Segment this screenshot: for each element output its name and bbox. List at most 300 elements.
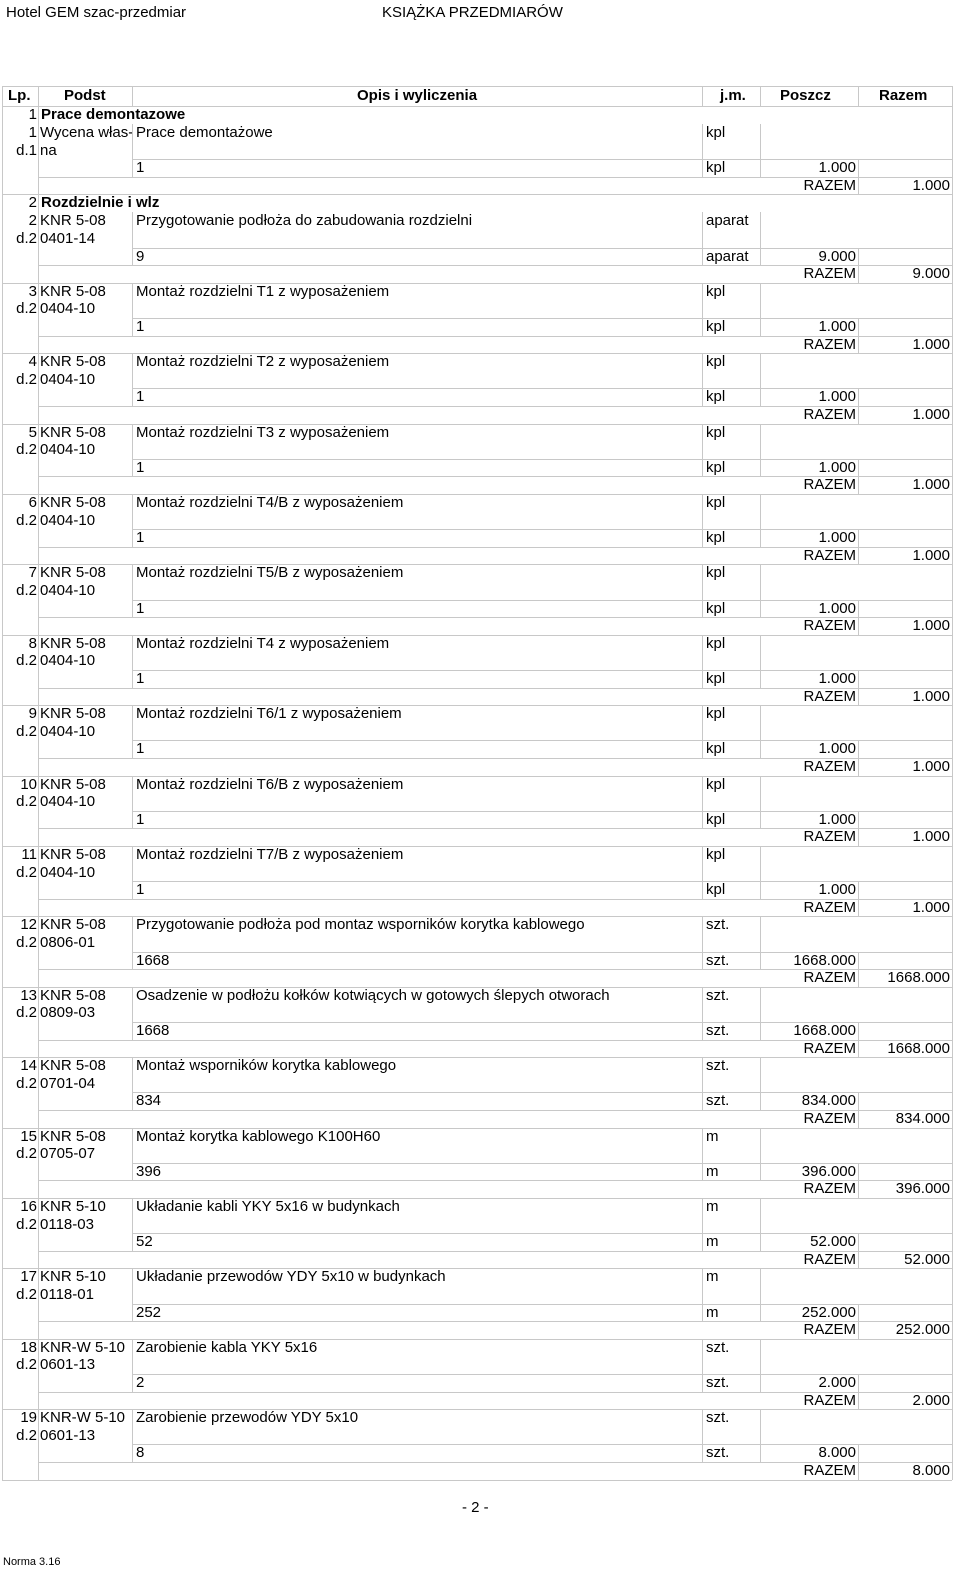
item-partial-value: 9.000 xyxy=(818,247,856,265)
item-unit: szt. xyxy=(706,1057,730,1075)
column-divider xyxy=(952,987,953,1057)
column-divider xyxy=(38,86,39,106)
item-unit: kpl xyxy=(706,705,726,723)
row-divider xyxy=(132,388,952,389)
column-divider xyxy=(760,564,761,617)
row-divider xyxy=(38,758,952,759)
section-title: Rozdzielnie i wlz xyxy=(41,194,160,212)
item-number: 12 xyxy=(20,916,37,934)
item-unit: kpl xyxy=(706,564,726,582)
item-description: Montaż rozdzielni T4/B z wyposażeniem xyxy=(136,494,404,511)
item-chapter: d.2 xyxy=(16,582,37,599)
column-divider xyxy=(760,124,761,177)
column-divider xyxy=(132,1057,133,1110)
item-unit: kpl xyxy=(706,634,726,652)
item-unit-calc: aparat xyxy=(706,247,749,265)
item-basis-code: 0701-04 xyxy=(40,1074,96,1092)
item-unit: kpl xyxy=(706,775,726,793)
column-divider xyxy=(132,987,133,1040)
column-divider xyxy=(38,846,39,916)
row-divider xyxy=(38,177,952,178)
item-partial-value: 1.000 xyxy=(818,159,856,177)
item-unit-calc: m xyxy=(706,1303,719,1321)
column-divider xyxy=(2,987,3,1057)
item-number: 11 xyxy=(21,846,37,863)
item-partial-value: 52.000 xyxy=(810,1233,856,1251)
item-total-label: RAZEM xyxy=(803,828,856,846)
column-divider xyxy=(132,1409,133,1462)
item-unit: szt. xyxy=(706,916,730,934)
item-unit-calc: kpl xyxy=(706,159,726,177)
row-divider xyxy=(132,248,952,249)
item-total-value: 252.000 xyxy=(895,1321,950,1339)
item-basis-code: 0404-10 xyxy=(40,793,96,811)
item-total-value: 52.000 xyxy=(904,1250,950,1268)
row-divider xyxy=(132,459,952,460)
item-chapter: d.2 xyxy=(16,793,37,811)
item-basis-code: 0601-13 xyxy=(40,1356,96,1374)
section-title: Prace demontazowe xyxy=(41,106,186,123)
column-divider xyxy=(38,124,39,194)
item-description: Układanie przewodów YDY 5x10 w budynkach xyxy=(136,1268,446,1286)
row-divider xyxy=(132,1163,952,1164)
item-total-value: 834.000 xyxy=(895,1110,950,1127)
item-basis: KNR-W 5-10 xyxy=(40,1338,126,1356)
column-divider xyxy=(760,283,761,336)
column-divider xyxy=(702,1268,703,1321)
column-divider xyxy=(132,1128,133,1181)
item-basis: KNR 5-10 xyxy=(40,1268,106,1286)
item-unit-calc: m xyxy=(706,1162,719,1180)
column-divider xyxy=(38,494,39,564)
column-divider xyxy=(132,494,133,547)
item-description: Montaż rozdzielni T4 z wyposażeniem xyxy=(136,634,390,652)
row-divider xyxy=(38,1251,952,1252)
item-description: Przygotowanie podłoża do zabudowania rozdzielni xyxy=(136,212,473,230)
column-divider xyxy=(760,1409,761,1462)
item-chapter: d.2 xyxy=(16,1356,37,1374)
column-divider xyxy=(702,353,703,406)
item-calculation: 396 xyxy=(136,1162,162,1180)
column-divider xyxy=(952,124,953,194)
column-divider xyxy=(952,194,953,212)
row-divider xyxy=(132,811,952,812)
item-chapter: d.2 xyxy=(16,300,37,318)
column-divider xyxy=(2,1409,3,1479)
item-calculation: 1668 xyxy=(136,1022,170,1039)
column-divider xyxy=(38,212,39,282)
column-divider xyxy=(38,283,39,353)
item-number: 6 xyxy=(28,494,37,511)
item-unit: kpl xyxy=(706,124,726,141)
item-chapter: d.1 xyxy=(16,141,37,159)
column-divider xyxy=(702,494,703,547)
column-divider xyxy=(132,424,133,477)
item-unit: m xyxy=(706,1127,719,1145)
item-unit: aparat xyxy=(706,212,749,230)
row-divider xyxy=(38,1040,952,1041)
column-divider xyxy=(952,1409,953,1479)
item-partial-value: 1668.000 xyxy=(793,951,856,969)
item-total-label: RAZEM xyxy=(803,335,856,353)
item-chapter: d.2 xyxy=(16,230,37,247)
row-divider xyxy=(132,529,952,530)
column-divider xyxy=(132,86,133,106)
column-divider xyxy=(2,494,3,564)
item-number: 14 xyxy=(20,1057,37,1075)
item-basis: KNR 5-08 xyxy=(40,282,106,300)
item-unit: m xyxy=(706,1268,719,1286)
item-number: 1 xyxy=(28,124,37,141)
column-divider xyxy=(760,212,761,265)
column-divider xyxy=(952,1057,953,1127)
column-divider xyxy=(952,776,953,846)
item-chapter: d.2 xyxy=(16,511,37,529)
item-basis-code: 0118-03 xyxy=(40,1215,94,1233)
item-calculation: 9 xyxy=(136,247,145,265)
item-description: Montaż rozdzielni T1 z wyposażeniem xyxy=(136,282,390,300)
item-description: Układanie kabli YKY 5x16 w budynkach xyxy=(136,1198,400,1215)
item-total-label: RAZEM xyxy=(803,687,856,705)
row-divider xyxy=(132,159,952,160)
item-total-label: RAZEM xyxy=(803,758,856,775)
column-divider xyxy=(2,564,3,634)
row-divider xyxy=(132,1092,952,1093)
item-unit-calc: kpl xyxy=(706,318,726,335)
row-divider xyxy=(38,1110,952,1111)
column-divider xyxy=(952,564,953,634)
column-divider xyxy=(38,1057,39,1127)
book-title: KSIĄŻKA PRZEDMIARÓW xyxy=(382,4,563,21)
item-basis-code: 0118-01 xyxy=(40,1286,94,1303)
column-divider xyxy=(952,494,953,564)
column-divider xyxy=(702,424,703,477)
column-divider xyxy=(2,353,3,423)
item-basis-code: 0806-01 xyxy=(40,934,96,951)
item-description: Zarobienie kabla YKY 5x16 xyxy=(136,1338,318,1356)
item-total-value: 1.000 xyxy=(912,335,950,353)
item-total-label: RAZEM xyxy=(803,1321,856,1339)
item-total-value: 1668.000 xyxy=(887,1039,950,1057)
item-total-value: 1.000 xyxy=(912,406,950,423)
item-description: Montaż rozdzielni T6/1 z wyposażeniem xyxy=(136,705,402,723)
column-divider xyxy=(2,86,3,106)
column-divider xyxy=(760,1128,761,1181)
column-divider xyxy=(702,124,703,177)
item-chapter: d.2 xyxy=(16,652,37,670)
column-divider xyxy=(132,846,133,899)
item-unit-calc: m xyxy=(706,1233,719,1251)
item-basis: KNR 5-08 xyxy=(40,423,106,441)
item-number: 19 xyxy=(20,1409,37,1427)
column-divider xyxy=(2,283,3,353)
item-calculation: 1 xyxy=(136,881,145,899)
item-number: 4 xyxy=(28,353,37,371)
column-divider xyxy=(2,916,3,986)
column-divider xyxy=(132,564,133,617)
item-partial-value: 1.000 xyxy=(818,670,856,687)
item-calculation: 1 xyxy=(136,529,145,547)
item-calculation: 52 xyxy=(136,1233,153,1251)
item-partial-value: 1.000 xyxy=(818,740,856,758)
item-basis: KNR 5-08 xyxy=(40,1057,106,1075)
item-description: Montaż rozdzielni T2 z wyposażeniem xyxy=(136,353,390,371)
item-number: 9 xyxy=(28,705,37,723)
column-header-razem: Razem xyxy=(879,87,928,104)
item-unit-calc: kpl xyxy=(706,740,726,758)
item-calculation: 2 xyxy=(136,1374,145,1391)
column-divider xyxy=(702,987,703,1040)
item-total-label: RAZEM xyxy=(803,1180,856,1198)
column-divider xyxy=(38,987,39,1057)
item-unit-calc: kpl xyxy=(706,881,726,899)
column-header-lp: Lp. xyxy=(8,87,31,104)
item-number: 15 xyxy=(20,1127,37,1145)
column-divider xyxy=(38,424,39,494)
column-divider xyxy=(760,494,761,547)
column-divider xyxy=(952,1128,953,1198)
item-basis-code: na xyxy=(40,141,57,159)
row-divider xyxy=(38,969,952,970)
item-chapter: d.2 xyxy=(16,1074,37,1092)
row-divider xyxy=(38,688,952,689)
row-divider xyxy=(38,476,952,477)
row-divider xyxy=(38,1462,952,1463)
column-divider xyxy=(952,283,953,353)
column-header-opis: Opis i wyliczenia xyxy=(357,87,478,104)
item-total-value: 1.000 xyxy=(912,176,950,194)
column-divider xyxy=(38,635,39,705)
item-description: Montaż korytka kablowego K100H60 xyxy=(136,1127,381,1145)
item-chapter: d.2 xyxy=(16,934,37,951)
item-description: Montaż rozdzielni T5/B z wyposażeniem xyxy=(136,564,404,582)
item-basis-code: 0404-10 xyxy=(40,511,96,529)
row-divider xyxy=(2,1480,952,1481)
item-basis-code: 0705-07 xyxy=(40,1145,96,1163)
item-calculation: 1668 xyxy=(136,951,170,969)
item-total-label: RAZEM xyxy=(803,617,856,635)
item-total-value: 396.000 xyxy=(895,1180,950,1198)
item-partial-value: 1.000 xyxy=(818,599,856,617)
item-partial-value: 1.000 xyxy=(818,388,856,406)
document-title: Hotel GEM szac-przedmiar xyxy=(6,4,187,21)
column-divider xyxy=(952,1198,953,1268)
column-divider xyxy=(2,1198,3,1268)
column-divider xyxy=(952,846,953,916)
item-basis: Wycena włas- xyxy=(40,124,134,141)
row-divider xyxy=(132,881,952,882)
column-divider xyxy=(38,353,39,423)
column-divider xyxy=(760,635,761,688)
column-divider xyxy=(38,1268,39,1338)
item-unit-calc: kpl xyxy=(706,458,726,476)
column-divider xyxy=(760,1339,761,1392)
column-divider xyxy=(38,564,39,634)
row-divider xyxy=(132,1304,952,1305)
item-partial-value: 1668.000 xyxy=(793,1022,856,1039)
row-divider xyxy=(132,740,952,741)
item-basis: KNR 5-08 xyxy=(40,564,106,582)
item-description: Zarobienie przewodów YDY 5x10 xyxy=(136,1409,359,1427)
item-number: 17 xyxy=(20,1268,37,1286)
item-total-value: 1.000 xyxy=(912,758,950,775)
row-divider xyxy=(132,1374,952,1375)
row-divider xyxy=(132,1022,952,1023)
item-unit: kpl xyxy=(706,494,726,511)
column-divider xyxy=(702,1198,703,1251)
item-basis-code: 0404-10 xyxy=(40,441,96,459)
row-divider xyxy=(38,899,952,900)
item-chapter: d.2 xyxy=(16,1145,37,1163)
item-unit-calc: szt. xyxy=(706,1092,730,1110)
item-total-label: RAZEM xyxy=(803,898,856,916)
item-chapter: d.2 xyxy=(16,722,37,740)
column-header-jm: j.m. xyxy=(720,87,746,104)
item-basis: KNR 5-08 xyxy=(40,775,106,793)
item-calculation: 1 xyxy=(136,599,145,617)
item-partial-value: 1.000 xyxy=(818,810,856,828)
item-number: 2 xyxy=(28,212,37,230)
column-divider xyxy=(2,846,3,916)
column-divider xyxy=(2,705,3,775)
item-description: Przygotowanie podłoża pod montaz wsporników korytka kablowego xyxy=(136,916,585,934)
item-description: Osadzenie w podłożu kołków kotwiących w gotowych ślepych otworach xyxy=(136,986,610,1004)
column-divider xyxy=(38,1198,39,1268)
column-divider xyxy=(702,776,703,829)
item-total-label: RAZEM xyxy=(803,1250,856,1268)
item-number: 7 xyxy=(28,564,37,582)
column-divider xyxy=(760,1198,761,1251)
item-basis: KNR 5-08 xyxy=(40,634,106,652)
column-divider xyxy=(858,86,859,106)
item-unit-calc: kpl xyxy=(706,529,726,547)
item-partial-value: 252.000 xyxy=(801,1303,856,1321)
column-divider xyxy=(2,1057,3,1127)
item-total-value: 1.000 xyxy=(912,617,950,635)
column-divider xyxy=(702,212,703,265)
column-divider xyxy=(952,424,953,494)
item-number: 5 xyxy=(28,423,37,441)
item-partial-value: 8.000 xyxy=(818,1444,856,1462)
row-divider xyxy=(132,952,952,953)
column-divider xyxy=(2,776,3,846)
item-basis: KNR 5-08 xyxy=(40,705,106,723)
column-divider xyxy=(702,564,703,617)
item-partial-value: 1.000 xyxy=(818,881,856,899)
item-basis: KNR 5-08 xyxy=(40,916,106,934)
item-total-label: RAZEM xyxy=(803,546,856,564)
item-partial-value: 834.000 xyxy=(801,1092,856,1110)
item-total-label: RAZEM xyxy=(803,265,856,283)
item-partial-value: 1.000 xyxy=(818,458,856,476)
item-basis: KNR 5-08 xyxy=(40,846,106,863)
column-divider xyxy=(2,212,3,282)
item-calculation: 1 xyxy=(136,740,145,758)
item-number: 16 xyxy=(20,1198,37,1215)
item-unit-calc: kpl xyxy=(706,670,726,687)
column-divider xyxy=(760,705,761,758)
item-basis: KNR 5-08 xyxy=(40,1127,106,1145)
item-total-value: 9.000 xyxy=(912,265,950,283)
column-divider xyxy=(2,1128,3,1198)
column-divider xyxy=(952,106,953,124)
column-divider xyxy=(952,212,953,282)
row-divider xyxy=(38,1392,952,1393)
item-number: 8 xyxy=(28,634,37,652)
item-basis-code: 0601-13 xyxy=(40,1426,96,1444)
item-total-value: 1668.000 xyxy=(887,969,950,987)
item-basis-code: 0404-10 xyxy=(40,722,96,740)
column-divider xyxy=(760,846,761,899)
column-divider xyxy=(702,283,703,336)
column-divider xyxy=(38,916,39,986)
item-unit: szt. xyxy=(706,1338,730,1356)
column-divider xyxy=(132,124,133,177)
item-description: Prace demontażowe xyxy=(136,124,273,141)
item-basis-code: 0404-10 xyxy=(40,300,96,318)
item-chapter: d.2 xyxy=(16,863,37,881)
row-divider xyxy=(38,1321,952,1322)
item-chapter: d.2 xyxy=(16,441,37,459)
page-number: - 2 - xyxy=(462,1499,489,1516)
column-divider xyxy=(2,1268,3,1338)
item-basis-code: 0809-03 xyxy=(40,1004,96,1022)
item-basis: KNR 5-08 xyxy=(40,986,106,1004)
item-basis: KNR 5-08 xyxy=(40,494,106,511)
item-unit-calc: szt. xyxy=(706,1444,730,1462)
column-divider xyxy=(760,86,761,106)
item-unit-calc: szt. xyxy=(706,951,730,969)
column-divider xyxy=(38,1339,39,1409)
row-divider xyxy=(132,1444,952,1445)
column-divider xyxy=(2,106,3,124)
column-divider xyxy=(2,424,3,494)
item-calculation: 1 xyxy=(136,159,145,177)
item-unit: kpl xyxy=(706,282,726,300)
column-divider xyxy=(132,1198,133,1251)
column-divider xyxy=(132,705,133,758)
column-divider xyxy=(952,916,953,986)
item-unit: kpl xyxy=(706,423,726,441)
item-total-label: RAZEM xyxy=(803,1110,856,1127)
column-divider xyxy=(702,1128,703,1181)
column-divider xyxy=(132,1339,133,1392)
column-divider xyxy=(760,776,761,829)
item-basis-code: 0404-10 xyxy=(40,370,96,388)
item-unit: m xyxy=(706,1198,719,1215)
item-calculation: 1 xyxy=(136,810,145,828)
item-unit: kpl xyxy=(706,846,726,863)
column-divider xyxy=(952,705,953,775)
item-total-label: RAZEM xyxy=(803,476,856,494)
column-divider xyxy=(38,705,39,775)
item-calculation: 8 xyxy=(136,1444,145,1462)
item-calculation: 834 xyxy=(136,1092,162,1110)
item-chapter: d.2 xyxy=(16,1215,37,1233)
column-divider xyxy=(132,916,133,969)
column-divider xyxy=(2,194,3,212)
item-basis: KNR 5-08 xyxy=(40,353,106,371)
row-divider xyxy=(132,670,952,671)
column-divider xyxy=(2,635,3,705)
item-total-label: RAZEM xyxy=(803,1391,856,1409)
item-number: 3 xyxy=(28,282,37,300)
item-basis-code: 0404-10 xyxy=(40,863,96,881)
row-divider xyxy=(38,547,952,548)
row-divider xyxy=(38,406,952,407)
item-description: Montaż rozdzielni T6/B z wyposażeniem xyxy=(136,775,404,793)
item-basis-code: 0401-14 xyxy=(40,230,96,247)
